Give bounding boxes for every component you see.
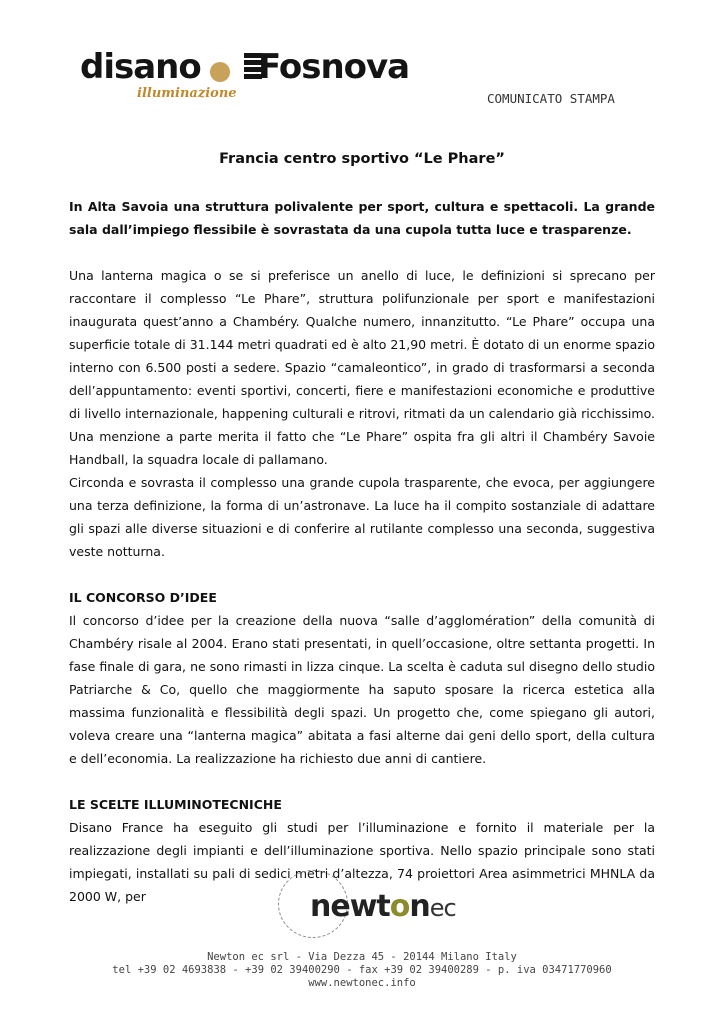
section-paragraph: Il concorso d’idee per la creazione della nuova “salle d’agglomération” della comunità di Chambéry risale al 2004. Erano stati presentati, in quell’occasione, oltre settanta progetti. In fase finale di gara, ne sono rimasti in lizza cinque. La scelta è caduta sul disegno dello studio Patriarche & Co, quello che maggiormente ha saputo sposare la ricerca estetica alla massima funzionalità e flessibilità degli spazi. Un progetto che, come spiegano gli autori, voleva creare una “lanterna magica” abitata a fasi alterne dai geni dello sport, della cultura e dell’economia. La realizzazione ha richiesto due anni di cantiere. (69, 613, 655, 766)
press-release-label: COMUNICATO STAMPA (487, 91, 615, 106)
footer-phone: tel +39 02 4693838 - +39 02 39400290 - fax +39 02 39400289 - p. iva 03471770960 (112, 964, 612, 976)
disano-logo: disano (80, 47, 201, 87)
section-paragraph: Disano France ha eseguito gli studi per l’illuminazione e fornito il materiale per la realizzazione degli impianti e dell’illuminazione sportiva. Nello spazio principale sono stati impiegati, installati su pali di sedici metri d’altezza, 74 proiettori Area asimmetrici MHNLA da 2000 W, per (69, 820, 655, 904)
letterhead (0, 0, 724, 120)
body-paragraph: Una lanterna magica o se si preferisce un anello di luce, le definizioni si sprecano per raccontare il complesso “Le Phare”, struttura polifunzionale per sport e manifestazioni inaugurata quest’anno a Chambéry. Qualche numero, innanzitutto. “Le Phare” occupa una superficie totale di 31.144 metri quadrati ed è alto 21,90 metri. È dotato di un enorme spazio interno con 6.500 posti a sedere. Spazio “camaleontico”, in grado di trasformarsi a seconda dell’appuntamento: eventi sportivi, concerti, fiere e manifestazioni economiche e produttive di livello internazionale, happening culturali e ritrovi, ritmati da un calendario già ricchissimo. Una menzione a parte merita il fatto che “Le Phare” ospita fra gli altri il Chambéry Savoie Handball, la squadra locale di pallamano. (69, 268, 655, 467)
body-paragraph: Circonda e sovrasta il complesso una grande cupola trasparente, che evoca, per aggiungere una terza definizione, la forma di un’astronave. La luce ha il compito sostanziale di adattare gli spazi alle diverse situazioni e di conferire al rutilante complesso una seconda, suggestiva veste notturna. (69, 475, 655, 559)
document-title: Francia centro sportivo “Le Phare” (219, 151, 505, 167)
newton-wordmark: newtonec (310, 889, 456, 924)
newton-logo (272, 868, 456, 938)
lead-paragraph: In Alta Savoia una struttura polivalente per sport, cultura e spettacoli. La grande sala dall’impiego flessibile è sovrastata da una cupola tutta luce e trasparenze. (69, 199, 655, 237)
footer-contact (0, 951, 724, 990)
section-heading: LE SCELTE ILLUMINOTECNICHE (69, 797, 282, 812)
document-body (69, 195, 655, 908)
fosnova-logo: Fosnova (258, 47, 410, 87)
logo-dot-icon (210, 62, 230, 82)
section-heading: IL CONCORSO D’IDEE (69, 590, 217, 605)
logo-subtitle: illuminazione (137, 86, 237, 101)
footer-address: Newton ec srl - Via Dezza 45 - 20144 Milano Italy (207, 951, 517, 963)
footer-website: www.newtonec.info (308, 977, 416, 989)
